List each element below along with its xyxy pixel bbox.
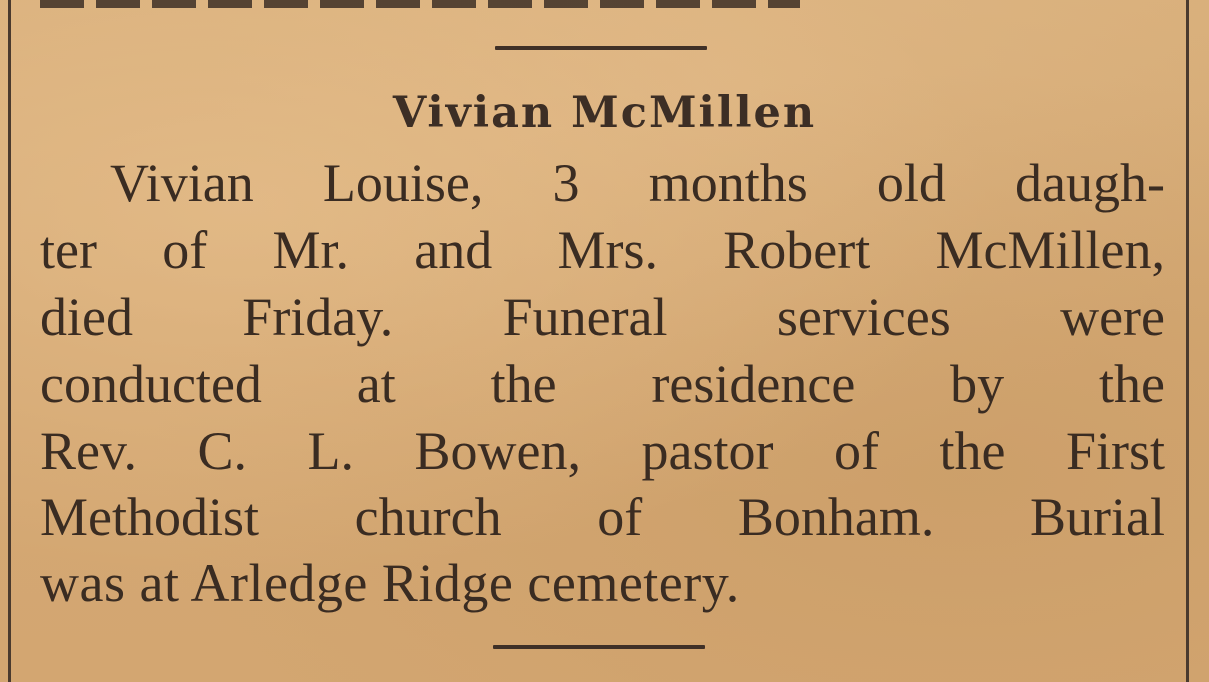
- body-line: died Friday. Funeral services were: [40, 287, 1165, 347]
- divider-bottom: [493, 645, 705, 649]
- body-line: ter of Mr. and Mrs. Robert McMillen,: [40, 220, 1165, 280]
- body-line: Rev. C. L. Bowen, pastor of the First: [40, 421, 1165, 481]
- divider-top: [495, 46, 707, 50]
- obituary-headline: Vivian McMillen: [392, 88, 817, 138]
- body-line: was at Arledge Ridge cemetery.: [40, 553, 740, 613]
- body-line: Methodist church of Bonham. Burial: [40, 487, 1165, 547]
- cropped-previous-text: [40, 0, 800, 8]
- body-line: Vivian Louise, 3 months old daugh-: [110, 153, 1165, 213]
- body-line: conducted at the residence by the: [40, 354, 1165, 414]
